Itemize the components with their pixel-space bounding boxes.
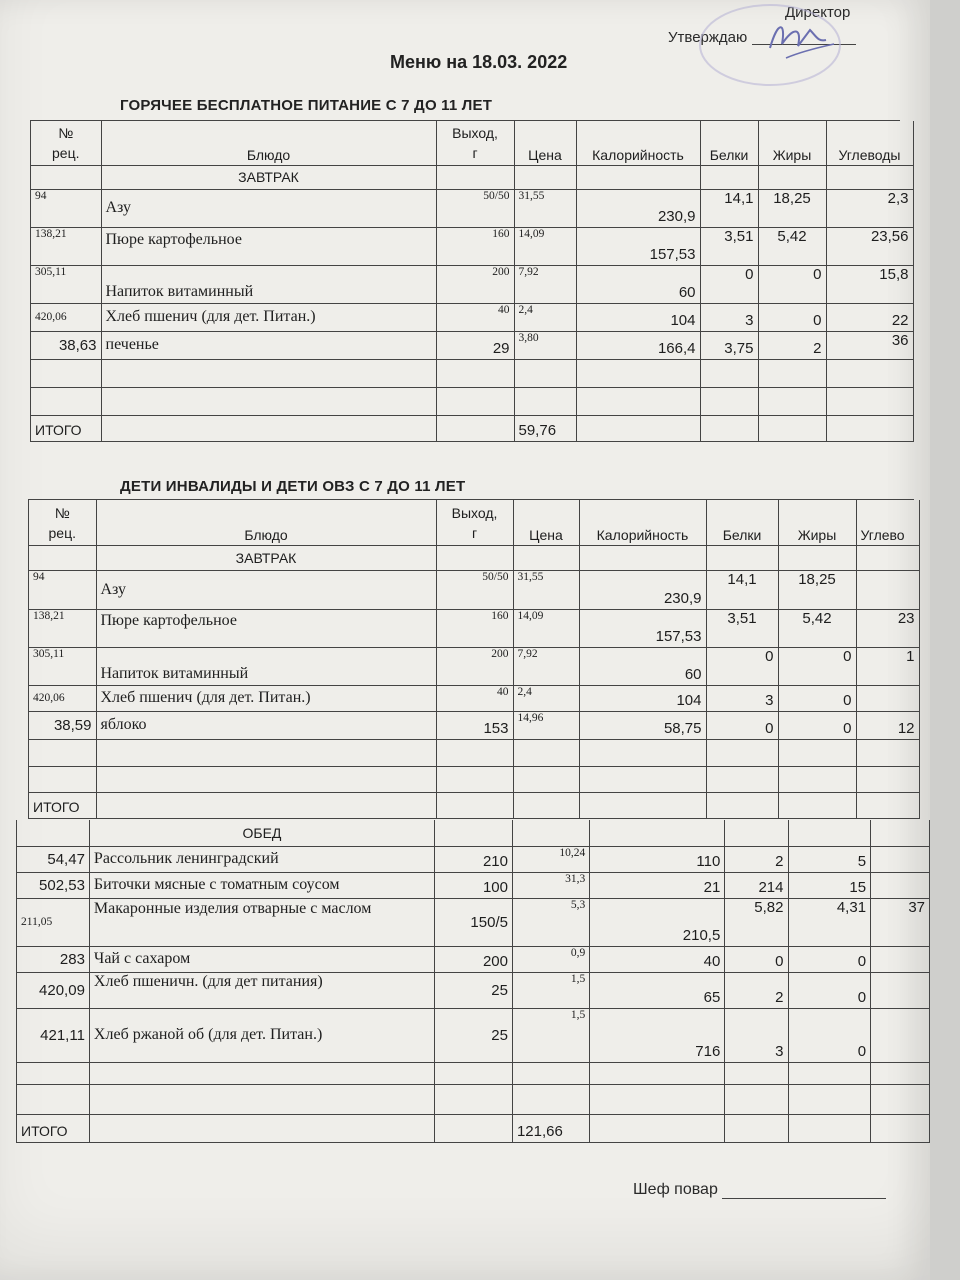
page-title: Меню на 18.03. 2022 (390, 52, 568, 72)
section2-lunch-total-row: ИТОГО 121,66 (17, 1114, 930, 1142)
chef-signature-line (722, 1198, 886, 1199)
section1-meal-label: ЗАВТРАК (101, 165, 436, 189)
section1-total-price: 59,76 (514, 415, 576, 441)
col-proteins: Белки (706, 500, 778, 545)
table-row (17, 1062, 930, 1084)
table-row: 38,59 яблоко 153 14,96 58,75 0 0 12 (29, 711, 919, 739)
col-carbs-cut: Углево (856, 500, 919, 545)
section1-table (30, 121, 914, 442)
table-row: 305,11 Напиток витаминный 200 7,92 60 0 0 15,8 (31, 265, 913, 303)
section1-header-row (31, 121, 913, 165)
approve-label: Утверждаю (668, 29, 748, 46)
table-row: 502,53 Биточки мясные с томатным соусом 100 31,3 21 214 15 (17, 872, 930, 898)
director-label: Директор (785, 4, 851, 21)
section2-lunch-table (16, 820, 930, 1143)
chef-label: Шеф повар (633, 1181, 718, 1198)
col-calories: Калорийность (576, 121, 700, 165)
section2-breakfast-label: ЗАВТРАК (96, 545, 436, 570)
table-row: 54,47 Рассольник ленинградский 210 10,24 110 2 5 (17, 846, 930, 872)
section2-lunch-total-price: 121,66 (512, 1114, 589, 1142)
table-row: 421,11 Хлеб ржаной об (для дет. Питан.) 25 1,5 716 3 0 (17, 1008, 930, 1062)
table-row: 420,09 Хлеб пшеничн. (для дет питания) 25 1,5 65 2 0 (17, 972, 930, 1008)
col-dish: Блюдо (101, 121, 436, 165)
col-carbs: Углеводы (826, 121, 913, 165)
table-row (29, 766, 919, 792)
col-fats: Жиры (758, 121, 826, 165)
table-row: 38,63 печенье 29 3,80 166,4 3,75 2 36 (31, 331, 913, 359)
table-row (29, 739, 919, 766)
table-row: 283 Чай с сахаром 200 0,9 40 0 0 (17, 946, 930, 972)
col-yield-line2: г (472, 144, 478, 161)
section2-breakfast-table (28, 500, 920, 819)
col-num-line2: рец. (48, 524, 76, 541)
director-signature (690, 0, 850, 100)
table-row: 138,21 Пюре картофельное 160 14,09 157,53 3,51 5,42 23 (29, 609, 919, 647)
section1-total-row: ИТОГО 59,76 (31, 415, 913, 441)
table-row: 94 Азу 50/50 31,55 230,9 14,1 18,25 (29, 570, 919, 609)
table-row: 420,06 Хлеб пшенич (для дет. Питан.) 40 2,4 104 3 0 22 (31, 303, 913, 331)
col-yield-line2: г (471, 524, 478, 541)
col-dish: Блюдо (96, 500, 436, 545)
section1-meal-row (31, 165, 913, 189)
col-num-line2: рец. (52, 144, 80, 161)
col-num-line1: № (58, 124, 74, 141)
table-row: 211,05 Макаронные изделия отварные с маслом 150/5 5,3 210,5 5,82 4,31 37 (17, 898, 930, 946)
table-row: 94 Азу 50/50 31,55 230,9 14,1 18,25 2,3 (31, 189, 913, 227)
col-yield-line1: Выход, (452, 124, 498, 141)
table-row (31, 359, 913, 387)
table-row: 305,11 Напиток витаминный 200 7,92 60 0 0 1 (29, 647, 919, 685)
col-calories: Калорийность (579, 500, 706, 545)
col-fats: Жиры (778, 500, 856, 545)
section2-breakfast-row (29, 545, 919, 570)
table-row: 138,21 Пюре картофельное 160 14,09 157,53 3,51 5,42 23,56 (31, 227, 913, 265)
col-price: Цена (514, 121, 576, 165)
section2-lunch-row (17, 820, 930, 846)
section2-lunch-label: ОБЕД (89, 820, 434, 846)
table-row: 420,06 Хлеб пшенич (для дет. Питан.) 40 2,4 104 3 0 (29, 685, 919, 711)
section2-breakfast-total-row: ИТОГО (29, 792, 919, 818)
table-row (31, 387, 913, 415)
col-price: Цена (513, 500, 579, 545)
col-yield-line1: Выход, (451, 504, 498, 521)
col-proteins: Белки (700, 121, 758, 165)
col-num-line1: № (54, 504, 70, 521)
section1-title: ГОРЯЧЕЕ БЕСПЛАТНОЕ ПИТАНИЕ С 7 ДО 11 ЛЕТ (120, 97, 493, 114)
section2-header-row (29, 500, 919, 545)
section2-title: ДЕТИ ИНВАЛИДЫ И ДЕТИ ОВЗ С 7 ДО 11 ЛЕТ (120, 478, 466, 495)
table-row (17, 1084, 930, 1114)
